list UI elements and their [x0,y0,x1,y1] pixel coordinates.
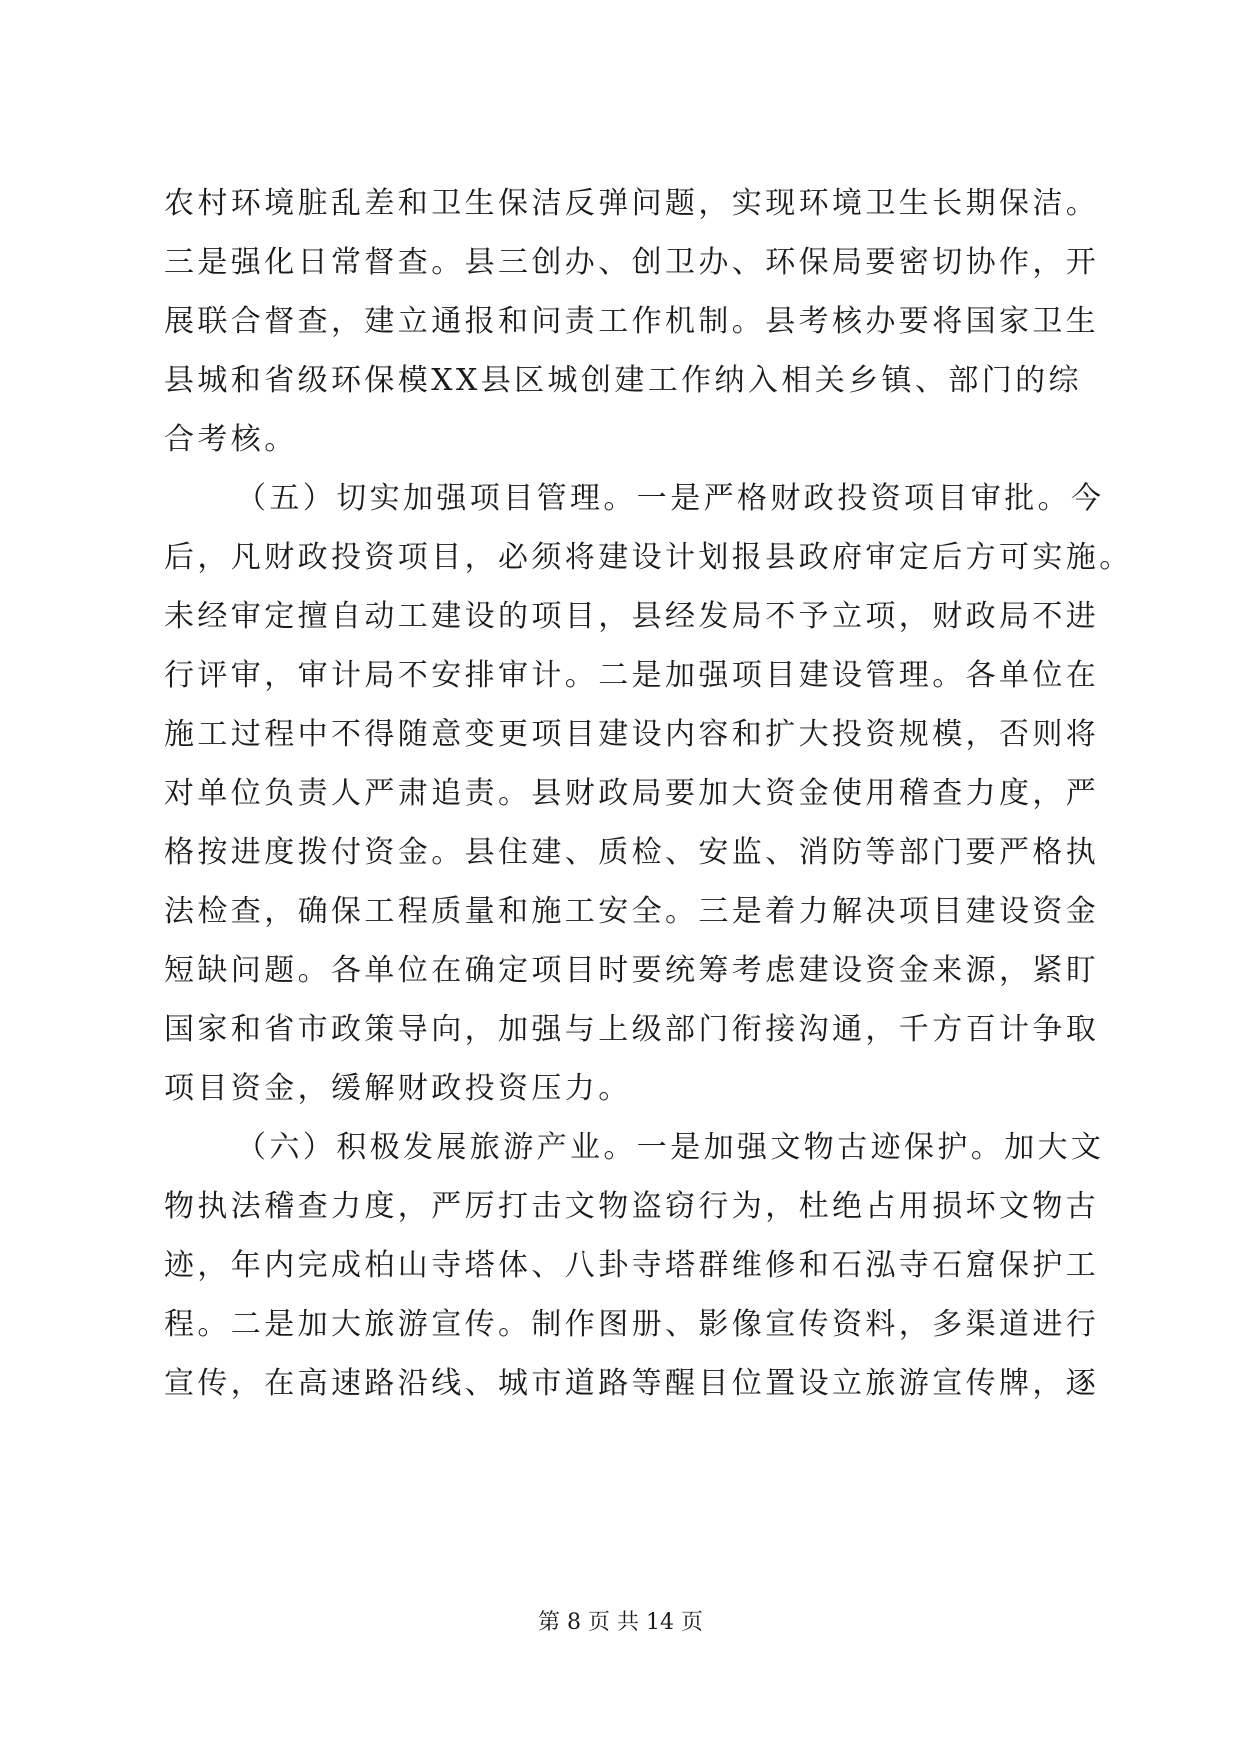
body-text-line: 法检查，确保工程质量和施工安全。三是着力解决项目建设资金 [164,894,1100,929]
body-text-line: 短缺问题。各单位在确定项目时要统筹考虑建设资金来源，紧盯 [164,953,1100,988]
body-text-line: 县城和省级环保模XX县区城创建工作纳入相关乡镇、部门的综 [164,363,1082,398]
section-heading-line: （五）切实加强项目管理。一是严格财政投资项目审批。今 [236,481,1105,516]
page-number-footer: 第 8 页 共 14 页 [538,1610,703,1635]
body-text-line: 迹，年内完成柏山寺塔体、八卦寺塔群维修和石泓寺石窟保护工 [164,1248,1100,1283]
body-text-line: 合考核。 [164,422,298,457]
body-text-line: 后，凡财政投资项目，必须将建设计划报县政府审定后方可实施。 [164,540,1133,575]
section-heading-line: （六）积极发展旅游产业。一是加强文物古迹保护。加大文 [236,1130,1105,1165]
body-text-line: 程。二是加大旅游宣传。制作图册、影像宣传资料，多渠道进行 [164,1307,1100,1342]
body-text-line: 施工过程中不得随意变更项目建设内容和扩大投资规模，否则将 [164,717,1100,752]
body-text-line: 宣传，在高速路沿线、城市道路等醒目位置设立旅游宣传牌，逐 [164,1366,1100,1401]
body-text-line: 农村环境脏乱差和卫生保洁反弹问题，实现环境卫生长期保洁。 [164,186,1100,221]
body-text-line: 项目资金，缓解财政投资压力。 [164,1071,632,1106]
body-text-line: 国家和省市政策导向，加强与上级部门衔接沟通，千方百计争取 [164,1012,1100,1047]
body-text-line: 对单位负责人严肃追责。县财政局要加大资金使用稽查力度，严 [164,776,1100,811]
body-text-line: 行评审，审计局不安排审计。二是加强项目建设管理。各单位在 [164,658,1100,693]
body-text-line: 未经审定擅自动工建设的项目，县经发局不予立项，财政局不进 [164,599,1100,634]
body-text-line: 展联合督查，建立通报和问责工作机制。县考核办要将国家卫生 [164,304,1100,339]
body-text-line: 三是强化日常督查。县三创办、创卫办、环保局要密切协作，开 [164,245,1100,280]
body-text-line: 物执法稽查力度，严厉打击文物盗窃行为，杜绝占用损坏文物古 [164,1189,1100,1224]
body-text-line: 格按进度拨付资金。县住建、质检、安监、消防等部门要严格执 [164,835,1100,870]
